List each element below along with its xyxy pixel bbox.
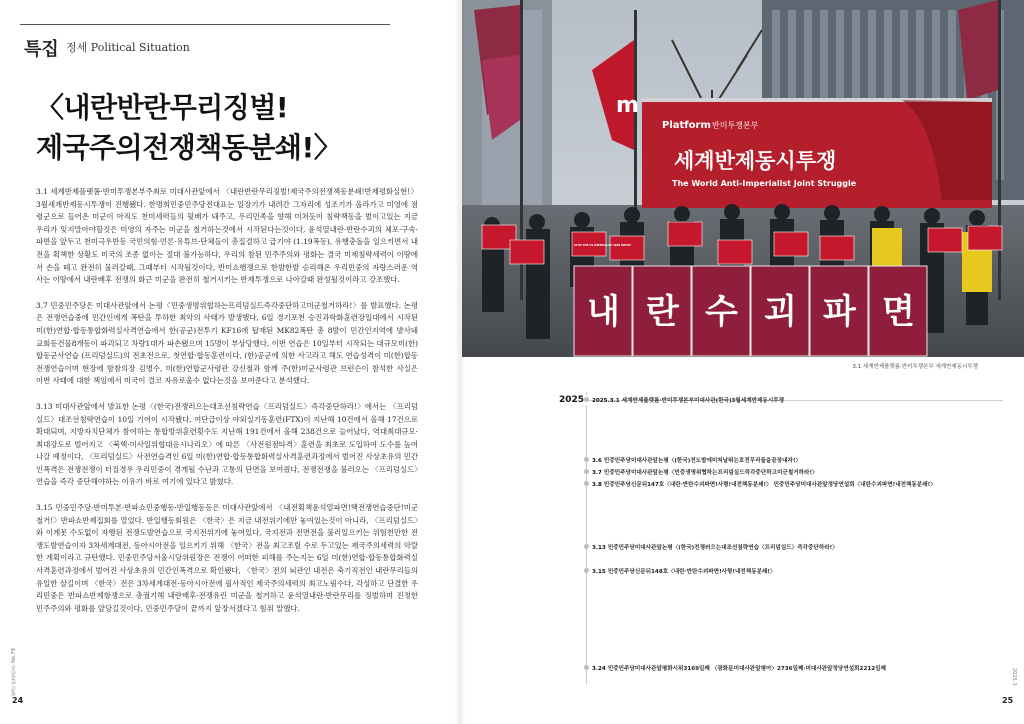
bottom-letter-2: 란 <box>646 292 679 332</box>
timeline-item <box>584 480 936 488</box>
page-number-right: 25 <box>1002 696 1014 705</box>
rally-photo <box>462 0 1024 357</box>
timeline-date: 3.13 <box>592 545 606 551</box>
timeline-date: 2025.3.1 <box>592 398 620 404</box>
timeline-item <box>584 396 784 404</box>
paragraph-3-1: 3.1 세계반제플랫폼·반미투쟁본부주최로 미대사관앞에서 〈내란반란무리징벌!제국주의전쟁책동분쇄!반제평화실현!〉3월세계반제동시투쟁이 진행됐다. 한명희민중민주당전대표는 일장기가 내려간 그자리에 성조기가 올라가고 미영에 점령군으로 들어온 미군이 아직도 천미세력들의 뒷배가 돼주고, 우리민족을 향해 미쳐듯이 침략책동을 벌이고있는 지금 우리가 잊지말아야할것은 미영의 자주는 미군을 철거하는것에서 시작된다는것이다, 윤석열내란·반란수괴의 체포·구속·파면을 앞두고 천미극우반동 국민의힘·언론·유튜브·단체들이 총집결하고 급기야 (1.19폭동), 유행충돌을 일으키면서 내전을 획책한 상황도 미국의 조종 없이는 절대 불가능하다, 우리의 참된 민주주의와 평화는 결국 미제침략세력이 이땅에서 손을 떼고 완전히 물러갈때, 그때부터 시작될것이다, 반미쇼행쟁으로 한발한발 승리해온 우리민중의 자랑스러운 역사는 이땅에서 내란배후 전쟁의 화근 미군을 완전히 철거시키는 반제투쟁으로 나아갈때 완성될것이라고 강조했다. <box>36 187 418 285</box>
protest-sign-text: STOP THE US IMPERIALIST WAR DRIVE! <box>574 244 632 247</box>
bottom-letter-1: 내 <box>587 292 620 332</box>
timeline-item <box>584 543 838 551</box>
bottom-letter-3: 수 <box>705 292 738 332</box>
page-number-left: 24 <box>12 696 24 705</box>
timeline-text: 민중민주당미대사관앞논평〈민중생명위협하는프리덤실드즉각중단하고미군철거하라!〉 <box>603 470 818 476</box>
headline <box>36 88 446 168</box>
timeline-text: 민중민주당신문뒤147호〈내란·반란수괴파면!사형!내전책동분쇄!〉 민중민주당미대사관앞정당연설회〈내란수괴파면!내전책동분쇄!〉 <box>603 482 936 488</box>
timeline-date: 3.24 <box>592 666 606 672</box>
side-label-right: 2025.3 <box>1011 668 1017 686</box>
timeline-text: 민중민주당미대사관앞논평〈(한국)전쟁러으는대조선침략연습〈프리덤실드〉즉각중단하라!〉 <box>607 545 838 551</box>
flag-letter: m <box>616 93 639 118</box>
section-title: 특집 <box>24 39 59 60</box>
photo-caption: 3.1 세계반제플랫폼·반미투쟁본부 세계반제동시투쟁 <box>852 364 978 370</box>
page-gutter <box>455 0 465 724</box>
headline-line-2: 제국주의전쟁책동분쇄!〉 <box>36 131 342 164</box>
left-page <box>0 0 460 724</box>
bottom-letter-5: 파 <box>823 292 856 332</box>
timeline-dot <box>584 469 589 474</box>
banner-title-en: The World Anti-Imperialist Joint Struggle <box>672 179 857 188</box>
article-body <box>36 186 418 628</box>
timeline-dot <box>584 481 589 486</box>
timeline-date: 3.6 <box>592 458 602 464</box>
section-subtitle: 정세 Political Situation <box>66 41 190 54</box>
right-page <box>460 0 1024 724</box>
timeline-dot <box>584 544 589 549</box>
timeline-text: 민중민주당신문뒤148호〈내란·반란수괴파면!사형!내전책동분쇄!〉 <box>607 569 776 575</box>
banner-brand: Platform <box>662 120 711 131</box>
section-header <box>20 24 390 60</box>
bottom-letter-4: 괴 <box>764 292 797 332</box>
timeline-item <box>584 567 776 575</box>
timeline-date: 3.8 <box>592 482 602 488</box>
bottom-banner <box>574 266 927 356</box>
timeline-item <box>584 664 886 672</box>
paragraph-3-13: 3.13 미대사관앞에서 발표한 논평〈(한국)전쟁러으는대조선침략연습〈프리덤실드〉즉각중단하라!〉에서는 〈프리덤실드〉대조선침략연습이 10일 기어이 시작됐다, 여단급이상 야외실기동훈련(FTX)이 지난해 10건에서 올해 17건으로 확대되며, 지방자치단체가 참여하는 통합방위훈련횟수도 지난해 191건에서 올해 238건으로 늘어났다, 역대최대규모·최대강도로 벌어지고 〈북핵·미사일위협대응시나리오〉에 따른 〈사전원점타격〉훈련을 최초로 도입하여 도수를 높여나갈 예정이다, 〈프리덤실드〉사전연습격인 6일 미(한)연합·합동통합화력실사격훈련과정에서 벌어진 사상초유의 민간인폭격은 전쟁전쟁이 터질경우 우리민중이 겪게될 수난과 고통의 단면을 보여줬다, 전쟁전쟁을 불러오는 〈프리덤실드〉연습을 즉각 중단해야하는 이유가 바로 여기에 있다고 밝혔다. <box>36 401 418 487</box>
banner-org: 반미투쟁본부 <box>712 121 759 130</box>
timeline-date: 3.15 <box>592 569 606 575</box>
bottom-letter-6: 면 <box>882 292 915 332</box>
timeline-axis <box>586 392 587 684</box>
side-label-left: 월간 민중민주 No.79 <box>11 648 17 696</box>
rally-photo-illustration <box>462 0 1024 357</box>
timeline-text: 민중민주당미대사관앞평화시위3169일째 〈광화문미대사관앞평아〉2736일째·미대사관앞정당연설회2212일째 <box>607 666 886 672</box>
timeline-date: 3.7 <box>592 470 602 476</box>
paragraph-3-15: 3.15 민중민주당·반미투본·반파쇼민중행동·반일행동등은 미대사관앞에서 〈내전획책윤석열파면!핵전쟁연습중단!미군철거!〉반파쇼반제집회를 열었다. 반일행동회원은 〈한국〉은 지금 내전위기에만 놓여있는것이 아니라, 〈프리덤실드〉와 이계못 수도없이 자행된 전쟁도발연습으로 국지전위기에 놓여있다, 국지전과 전면전을 불러일으키는 위험천만한 전쟁도발연습이자 3차세계대전, 동아시아전을 일으키기 위해 〈한국〉전을 최고조릴 수로 두고있는 제국주의세력의 악랄한 계획이라고 규탄했다. 민중민주당서울시당위원장은 전쟁이 어떠한 피해를 주는지는 6일 미(한)연합·합동통합화력실사격훈련과정에서 벌어진 사상초유의 민간인폭격으로 확인됐다, 〈한국〉전의 뇌관인 내전은 축기직전인 내란무리들의 유일한 살길이며 〈한국〉전은 3차세계대전·동아시아전에 필사적인 제국주의세력의 최고노림수다, 각성하고 단결한 우리민중은 반파쇼반제항쟁으로 총궐기해 내란배후·전쟁유린 미군을 철거하고 윤석열내란·반란무리를 징벌하며 진정한 민주주의와 평화를 앞당길것이다, 민중민주당이 끝까지 앞장서겠다고 힘줘 말했다. <box>36 503 418 613</box>
timeline-dot <box>584 457 589 462</box>
timeline-dot <box>584 568 589 573</box>
timeline-item <box>584 456 801 464</box>
headline-line-1: 〈내란반란무리징벌! <box>36 91 289 124</box>
timeline-item <box>584 468 818 476</box>
timeline-text: 세계반제플랫폼·반미투쟁본부미대사관(한국)3월세계반제동시투쟁 <box>621 398 785 404</box>
timeline-year: 2025 <box>559 395 588 405</box>
timeline-text: 민중민주당미대사관앞논평〈(한국)전도발에미쳐날뛰는호전무리들을끝장내자!〉 <box>603 458 802 464</box>
paragraph-3-7: 3.7 민중민주당은 미대사관앞에서 논평〈민중생명위협하는프리덤실드즉각중단하고미군철거하라!〉를 발표했다. 논평은 전쟁연습중에 민간인에게 폭탄을 투하한 최악의 사태가 발생했다, 6일 경기포천 승진과학화훈련장일대에서 시작된 미(한)연합·합동통합화력실사격연습에서 한(공군)전투기 KF16에 탑재된 MK82폭탄 총 8발이 민간인지역에 발사돼 교회등건물8개동이 파괴되고 차량1대가 파손됐으며 15명이 부상당했다, 이번 연습은 10일부터 시작되는 대규모미(한)합동군사연습 (프리덤실드)의 전초전으로, 첫연합·합동훈련이다, (한)공군에 의한 사고라고 해도 연습성격이 미(한)합동전쟁연습이며 현장에 함참의장 김병수, 미(한)연합군사령관 강신철과 함께 주(한)미군사령관 브런슨이 참석한 사실은 이번 사태에 대한 책임에서 미국이 결코 자유로울수 없다는것을 보여준다고 분석했다. <box>36 300 418 386</box>
timeline-dot <box>584 665 589 670</box>
timeline-dot <box>584 397 589 402</box>
banner-title-ko: 세계반제동시투쟁 <box>674 149 837 173</box>
